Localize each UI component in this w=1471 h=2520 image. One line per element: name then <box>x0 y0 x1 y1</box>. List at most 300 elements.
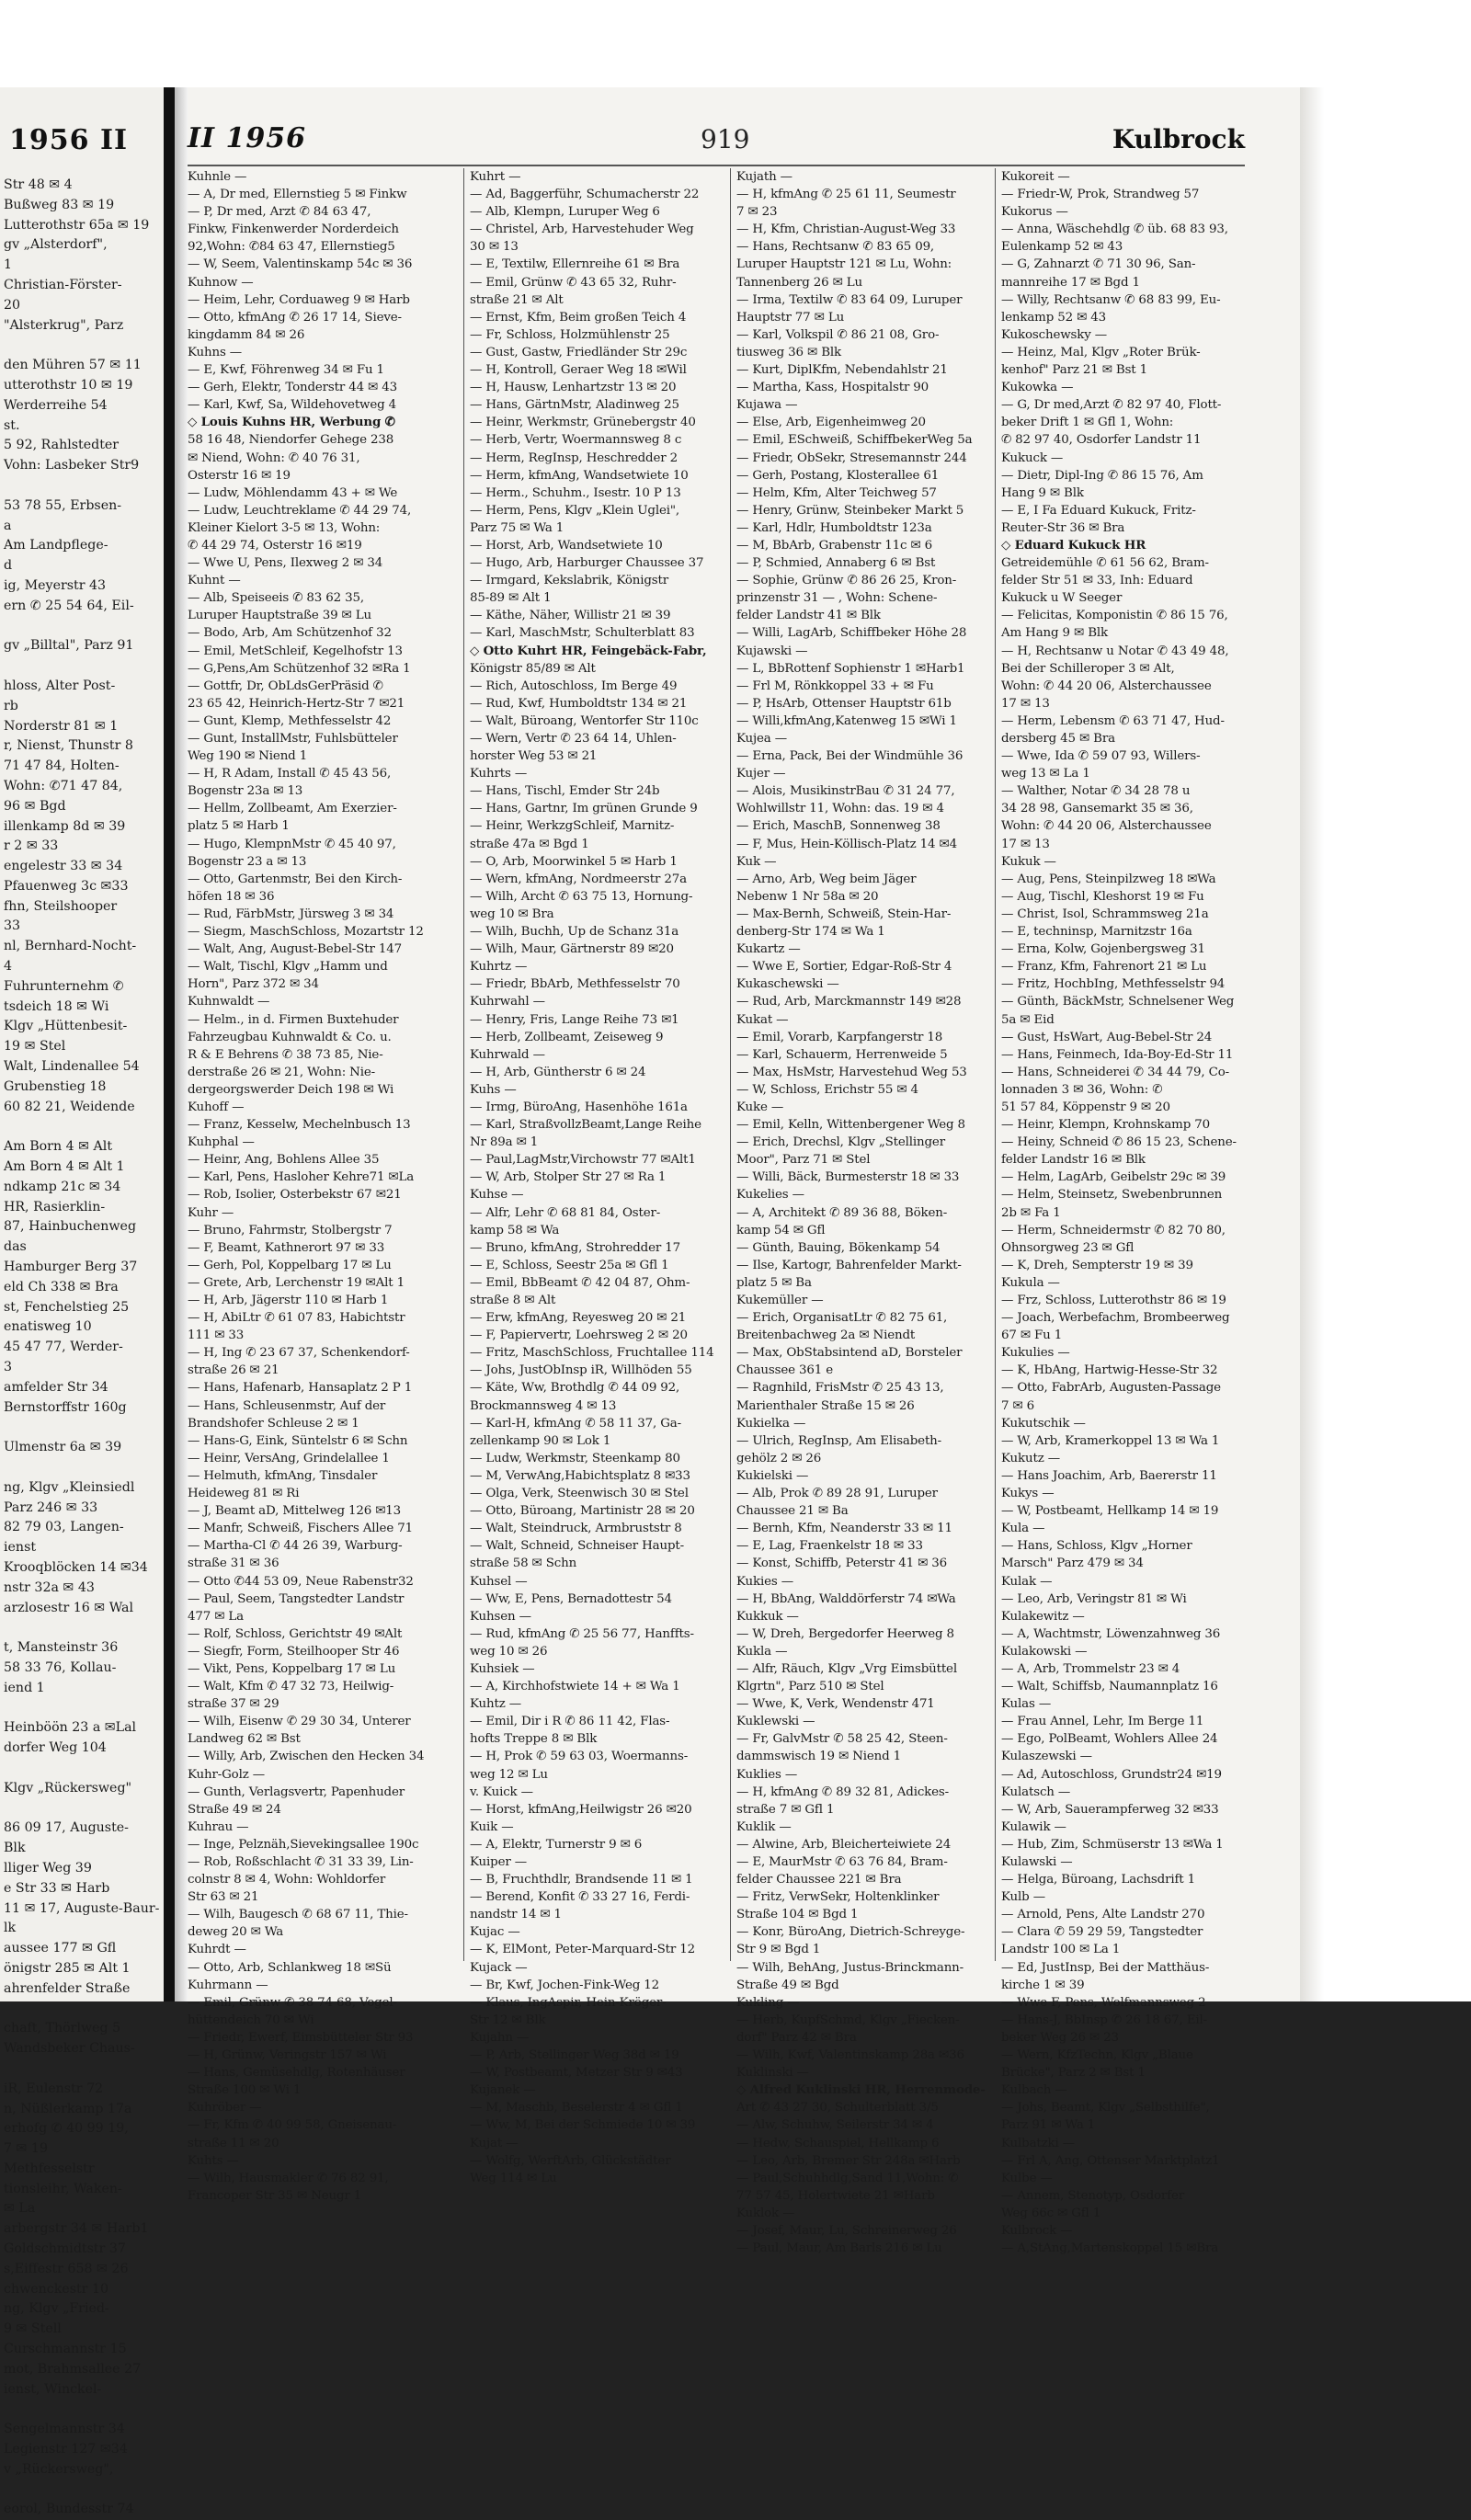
previous-page-line: ahrenfelder Straße <box>4 1980 131 1996</box>
previous-page-line: eld Ch 338 ✉ Bra <box>4 1279 119 1294</box>
directory-entry-line: — Ludw, Werkmstr, Steenkamp 80 <box>470 1451 680 1465</box>
directory-entry-line: — W, Seem, Valentinskamp 54c ✉ 36 <box>188 257 413 272</box>
directory-entry-line: — Rolf, Schloss, Gerichtstr 49 ✉Alt <box>188 1626 403 1641</box>
directory-entry-line: dammswisch 19 ✉ Niend 1 <box>736 1750 902 1764</box>
directory-entry-line: — Walt, Büroang, Wentorfer Str 110c <box>470 713 699 728</box>
previous-page-line: Methfesselstr <box>4 2161 95 2176</box>
directory-entry-line: — Wilh, Eisenw ✆ 29 30 34, Unterer <box>188 1715 411 1729</box>
directory-entry-line: kingdamm 84 ✉ 26 <box>188 327 305 342</box>
previous-page-line: r, Nienst, Thunstr 8 <box>4 738 133 754</box>
directory-entry-line: — Wilh, BehAng, Justus-Brinckmann- <box>736 1960 964 1975</box>
surname-heading: Kulbatzki — <box>1001 2136 1076 2150</box>
previous-page-line: ndkamp 21c ✉ 34 <box>4 1179 121 1194</box>
directory-entry-line: — Aug, Pens, Steinpilzweg 18 ✉Wa <box>1001 872 1216 886</box>
directory-entry-line: — Heinr, VersAng, Grindelallee 1 <box>188 1451 390 1465</box>
surname-heading: Kulakewitz — <box>1001 1609 1085 1624</box>
previous-page-line <box>4 617 164 637</box>
surname-heading: Kulbe — <box>1001 2171 1053 2185</box>
directory-entry-line: Eulenkamp 52 ✉ 43 <box>1001 240 1123 255</box>
directory-entry-line: — Arnold, Pens, Alte Landstr 270 <box>1001 1908 1205 1922</box>
directory-entry-line: — Leo, Arb, Veringstr 81 ✉ Wi <box>1001 1591 1187 1606</box>
directory-entry-line: mannreihe 17 ✉ Bgd 1 <box>1001 275 1140 290</box>
directory-entry-line: — Berend, Konfit ✆ 33 27 16, Ferdi- <box>470 1890 690 1905</box>
directory-entry-line: Hauptstr 77 ✉ Lu <box>736 310 845 325</box>
directory-entry-line: — H, Kfm, Christian-August-Weg 33 <box>736 222 956 237</box>
directory-entry-line: — Inge, Pelznäh,Sievekingsallee 190c <box>188 1837 419 1852</box>
surname-heading: Kuhrtz — <box>470 960 528 975</box>
directory-entry-line: lonnaden 3 ✉ 36, Wohn: ✆ <box>1001 1082 1163 1097</box>
directory-entry-line: — Hugo, KlempnMstr ✆ 45 40 97, <box>188 837 396 851</box>
previous-page-line <box>4 1618 164 1638</box>
previous-page-line <box>4 1799 164 1819</box>
previous-page-line: Krooqblöcken 14 ✉34 <box>4 1559 148 1575</box>
directory-entry-line: Weg 66c ✉ Gfl 1 <box>1001 2206 1101 2220</box>
directory-entry-line: — Walt, Steindruck, Armbruststr 8 <box>470 1522 682 1536</box>
surname-heading: Kulawik — <box>1001 1819 1066 1834</box>
directory-entry-line: — Rob, Isolier, Osterbekstr 67 ✉21 <box>188 1188 402 1203</box>
directory-entry-line: — Willi, Bäck, Burmesterstr 18 ✉ 33 <box>736 1170 960 1185</box>
directory-entry-line: — Max, ObStabsintend aD, Borsteler <box>736 1346 963 1361</box>
directory-entry-line: — Klaus, IngAspir, Hein-Kröger- <box>470 1995 667 2010</box>
surname-heading: Kuhsel — <box>470 1574 528 1589</box>
directory-entry-line: — Frl A, Ang, Ottenser Marktplatz1 <box>1001 2153 1220 2168</box>
previous-page-line: Ulmenstr 6a ✉ 39 <box>4 1440 122 1455</box>
directory-entry-line: — Herm., Schuhm., Isestr. 10 P 13 <box>470 485 681 500</box>
directory-entry-line: — A, Architekt ✆ 89 36 88, Böken- <box>736 1205 948 1220</box>
surname-heading: Kukoreit — <box>1001 170 1070 184</box>
directory-entry-line: straße 26 ✉ 21 <box>188 1363 279 1378</box>
directory-entry-line: felder Landstr 41 ✉ Blk <box>736 609 881 623</box>
previous-page-line: d <box>4 558 13 574</box>
directory-entry-line: colnstr 8 ✉ 4, Wohn: Wohldorfer <box>188 1873 386 1887</box>
directory-entry-line: — Hans, Schneiderei ✆ 34 44 79, Co- <box>1001 1065 1230 1079</box>
directory-entry-line: — Rud, kfmAng ✆ 25 56 77, Hanffts- <box>470 1626 694 1641</box>
directory-entry-line: — Emil, Grünw ✆ 43 65 32, Ruhr- <box>470 275 677 290</box>
previous-page-line: a <box>4 518 12 533</box>
directory-entry-line: — Heinr, Ang, Bohlens Allee 35 <box>188 1153 380 1168</box>
previous-page-line: lliger Weg 39 <box>4 1860 92 1876</box>
directory-entry-line: 5a ✉ Eid <box>1001 1012 1055 1027</box>
directory-entry-line: denberg-Str 174 ✉ Wa 1 <box>736 925 885 940</box>
directory-entry-line: — Günth, Bauing, Bökenkamp 54 <box>736 1240 941 1255</box>
previous-page-line: Bußweg 83 ✉ 19 <box>4 197 115 212</box>
directory-entry-line: 85-89 ✉ Alt 1 <box>470 591 552 606</box>
directory-entry-line: — Vikt, Pens, Koppelbarg 17 ✉ Lu <box>188 1661 396 1676</box>
directory-entry-line: ◇ Louis Kuhns HR, Werbung ✆ <box>188 415 395 430</box>
previous-page-line: 96 ✉ Bgd <box>4 798 66 814</box>
directory-entry-line: 92,Wohn: ✆84 63 47, Ellernstieg5 <box>188 240 395 255</box>
directory-entry-line: — Wern, KfzTechn, Klgv „Blaue <box>1001 2048 1193 2063</box>
previous-page-text <box>4 176 164 2520</box>
directory-entry-line: — Otto, FabrArb, Augusten-Passage <box>1001 1381 1221 1396</box>
directory-entry-line: ◇ Otto Kuhrt HR, Feingebäck-Fabr, <box>470 643 707 658</box>
directory-entry-line: — Helmuth, kfmAng, Tinsdaler <box>188 1468 378 1483</box>
directory-entry-line: lenkamp 52 ✉ 43 <box>1001 310 1107 325</box>
directory-entry-line: — Annem, Stenotyp, Osdorfer <box>1001 2188 1185 2203</box>
directory-entry-line: tiusweg 36 ✉ Blk <box>736 345 841 359</box>
surname-heading: Kukulies — <box>1001 1346 1070 1361</box>
directory-entry-line: kenhof" Parz 21 ✉ Bst 1 <box>1001 363 1148 378</box>
directory-entry-line: Straße 104 ✉ Bgd 1 <box>736 1908 859 1922</box>
directory-entry-line: — H, Kontroll, Geraer Weg 18 ✉Wil <box>470 363 687 378</box>
directory-entry-line: Art ✆ 43 27 30, Schulterblatt 3/5 <box>736 2101 939 2115</box>
directory-entry-line: platz 5 ✉ Harb 1 <box>188 819 290 834</box>
directory-entry-line: — Hans, Rechtsanw ✆ 83 65 09, <box>736 240 935 255</box>
directory-entry-line: Str 9 ✉ Bgd 1 <box>736 1943 821 1957</box>
surname-heading: Kukemüller — <box>736 1294 824 1307</box>
directory-entry-line: — Friedr, BbArb, Methfesselstr 70 <box>470 977 680 992</box>
surname-heading: Kukula — <box>1001 1275 1060 1290</box>
directory-entry-line: 7 ✉ 23 <box>736 205 778 220</box>
directory-entry-line: — P, HsArb, Ottenser Hauptstr 61b <box>736 696 952 711</box>
directory-entry-line: — Otto ✆44 53 09, Neue Rabenstr32 <box>188 1574 414 1589</box>
previous-page-line: 53 78 55, Erbsen- <box>4 497 122 513</box>
directory-entry-line: — Wilh, Hausmakler ✆ 76 82 91, <box>188 2171 389 2185</box>
page-guide-word: Kulbrock <box>1112 124 1245 154</box>
directory-entry-line: straße 31 ✉ 36 <box>188 1556 279 1571</box>
directory-entry-line: Str 12 ✉ Blk <box>470 2013 546 2027</box>
previous-page-line: ern ✆ 25 54 64, Eil- <box>4 598 134 613</box>
previous-page-line: v „Rückersweg", <box>4 2461 114 2477</box>
directory-entry-line: — Wwe F, Pens, Wolfmannsweg 2 <box>1001 1995 1206 2010</box>
surname-heading: Kukling — <box>736 1995 800 2010</box>
directory-entry-line: Kleiner Kielort 3-5 ✉ 13, Wohn: <box>188 520 381 535</box>
directory-entry-line: Tannenberg 26 ✉ Lu <box>736 275 862 290</box>
directory-entry-line: horster Weg 53 ✉ 21 <box>470 749 598 764</box>
directory-entry-line: — M, VerwAng,Habichtsplatz 8 ✉33 <box>470 1468 690 1483</box>
previous-page-line: Fuhrunternehm ✆ <box>4 978 124 994</box>
directory-entry-line: Luruper Hauptstr 121 ✉ Lu, Wohn: <box>736 257 952 272</box>
directory-entry-line: kamp 54 ✉ Gfl <box>736 1223 826 1237</box>
previous-page-line <box>4 2400 164 2420</box>
previous-page-line: Heinböön 23 a ✉Lal <box>4 1720 137 1736</box>
directory-entry-line: — Heinr, Werkmstr, Grünebergstr 40 <box>470 416 696 430</box>
directory-entry-line: weg 10 ✉ 26 <box>470 1644 548 1659</box>
previous-page-line <box>4 1759 164 1779</box>
directory-entry-line: — W, Postbeamt, Hellkamp 14 ✉ 19 <box>1001 1504 1219 1519</box>
directory-entry-line: — Emil, Dir i R ✆ 86 11 42, Flas- <box>470 1715 670 1729</box>
surname-heading: Kuhnow — <box>188 275 254 290</box>
directory-entry-line: — F, Mus, Hein-Köllisch-Platz 14 ✉4 <box>736 837 957 851</box>
directory-entry-line: — Henry, Fris, Lange Reihe 73 ✉1 <box>470 1012 679 1027</box>
directory-entry-line: — Herm, Schneidermstr ✆ 82 70 80, <box>1001 1223 1226 1237</box>
surname-heading: Kujath — <box>736 170 793 184</box>
directory-entry-line: — Karl, Schauerm, Herrenweide 5 <box>736 1047 948 1062</box>
directory-entry-line: — Dietr, Dipl-Ing ✆ 86 15 76, Am <box>1001 468 1203 483</box>
directory-entry-line: Bogenstr 23a ✉ 13 <box>188 784 303 799</box>
surname-heading: Kuklok — <box>736 2206 795 2220</box>
previous-page-line: Klgv „Rückersweg" <box>4 1780 132 1796</box>
surname-heading: Kukys — <box>1001 1487 1055 1501</box>
directory-entry-line: — Ilse, Kartogr, Bahrenfelder Markt- <box>736 1258 962 1272</box>
directory-entry-line: — A,StAng,Martenskoppel 15 ✉Bra <box>1001 2241 1219 2256</box>
directory-entry-line: — Aug, Tischl, Kleshorst 19 ✉ Fu <box>1001 889 1204 904</box>
directory-entry-line: — Heinz, Mal, Klgv „Roter Brük- <box>1001 345 1201 359</box>
previous-page-line: rb <box>4 698 18 713</box>
surname-heading: Kuklik — <box>736 1819 792 1834</box>
directory-entry-line: — E, MaurMstr ✆ 63 76 84, Bram- <box>736 1855 948 1869</box>
surname-heading: Kujanek — <box>470 2083 536 2098</box>
directory-entry-line: — Arno, Arb, Weg beim Jäger <box>736 872 917 886</box>
previous-page-line: fhn, Steilshooper <box>4 898 118 914</box>
previous-page-line: Werderreihe 54 <box>4 397 108 413</box>
surname-heading: Kukielka — <box>736 1416 806 1431</box>
previous-page-line: Vohn: Lasbeker Str9 <box>4 458 140 473</box>
surname-heading: Kukuk — <box>1001 854 1056 869</box>
directory-entry-line: — Erw, kfmAng, Reyesweg 20 ✉ 21 <box>470 1311 687 1326</box>
surname-heading: Kujea — <box>736 732 787 746</box>
directory-entry-line: Finkw, Finkenwerder Norderdeich <box>188 222 399 237</box>
directory-entry-line: — Felicitas, Komponistin ✆ 86 15 76, <box>1001 609 1228 623</box>
previous-page-line: ng, Klgv „Kleinsiedl <box>4 1479 135 1495</box>
directory-entry-line: Weg 190 ✉ Niend 1 <box>188 749 308 764</box>
directory-entry-line: — E, I Fa Eduard Kukuck, Fritz- <box>1001 503 1196 518</box>
directory-entry-line: — P, Schmied, Annaberg 6 ✉ Bst <box>736 556 936 571</box>
directory-entry-line: — Willi, LagArb, Schiffbeker Höhe 28 <box>736 626 967 641</box>
directory-entry-line: — H, BbAng, Walddörferstr 74 ✉Wa <box>736 1591 956 1606</box>
directory-entry-line: — Frau Annel, Lehr, Im Berge 11 <box>1001 1715 1204 1729</box>
directory-entry-line: — Walther, Notar ✆ 34 28 78 u <box>1001 784 1191 799</box>
previous-page-line: Hamburger Berg 37 <box>4 1260 138 1275</box>
directory-entry-line: — H, R Adam, Install ✆ 45 43 56, <box>188 767 392 781</box>
surname-heading: Kulakowski — <box>1001 1644 1088 1659</box>
directory-entry-line: Marienthaler Straße 15 ✉ 26 <box>736 1398 915 1413</box>
directory-entry-line: 477 ✉ La <box>188 1609 244 1624</box>
directory-entry-line: — Wern, Vertr ✆ 23 64 14, Uhlen- <box>470 732 677 746</box>
directory-entry-line: — Wwe U, Pens, Ilexweg 2 ✉ 34 <box>188 556 383 571</box>
directory-entry-line: felder Chaussee 221 ✉ Bra <box>736 1873 902 1887</box>
directory-entry-line: Fahrzeugbau Kuhnwaldt & Co. u. <box>188 1030 392 1044</box>
directory-entry-line: Osterstr 16 ✉ 19 <box>188 468 291 483</box>
previous-page-line: nl, Bernhard-Nocht- <box>4 939 137 954</box>
directory-entry-line: — G, Zahnarzt ✆ 71 30 96, San- <box>1001 257 1196 272</box>
surname-heading: Kujac — <box>470 1925 520 1940</box>
surname-heading: Kuhrdt — <box>188 1943 246 1957</box>
directory-entry-line: — W, Arb, Kramerkoppel 13 ✉ Wa 1 <box>1001 1433 1220 1448</box>
directory-entry-line: — M, Maschb, Beselerstr 4 ✉ Gfl 1 <box>470 2101 683 2115</box>
directory-entry-line: — Rud, FärbMstr, Jürsweg 3 ✉ 34 <box>188 907 394 921</box>
directory-entry-line: — W, Arb, Sauerampferweg 32 ✉33 <box>1001 1802 1219 1817</box>
surname-heading: Kuiper — <box>470 1855 527 1869</box>
directory-entry-line: — Gerh, Postang, Klosterallee 61 <box>736 468 940 483</box>
directory-entry-line: zellenkamp 90 ✉ Lok 1 <box>470 1433 611 1448</box>
directory-entry-line: Klgrtn", Parz 510 ✉ Stel <box>736 1680 884 1694</box>
directory-entry-line: — Ad, Baggerführ, Schumacherstr 22 <box>470 188 700 202</box>
directory-entry-line: — Martha, Kass, Hospitalstr 90 <box>736 381 929 395</box>
surname-heading: Kuhtz — <box>470 1697 521 1712</box>
directory-entry-line: — Wwe, Ida ✆ 59 07 93, Willers- <box>1001 749 1201 764</box>
directory-entry-line: — Erna, Kolw, Gojenbergsweg 31 <box>1001 942 1205 957</box>
directory-entry-line: — H, Hausw, Lenhartzstr 13 ✉ 20 <box>470 381 677 395</box>
previous-page-line: tionsleihr, Waken- <box>4 2181 122 2196</box>
directory-entry-line: Heideweg 81 ✉ Ri <box>188 1487 300 1501</box>
directory-entry-line: — Emil, MetSchleif, Kegelhofstr 13 <box>188 644 403 658</box>
directory-entry-line: — Franz, Kfm, Fahrenort 21 ✉ Lu <box>1001 960 1207 975</box>
surname-heading: Kulaszewski — <box>1001 1750 1092 1764</box>
previous-page-line: gv „Billtal", Parz 91 <box>4 638 134 654</box>
directory-entry-line: — G, Dr med,Arzt ✆ 82 97 40, Flott- <box>1001 398 1222 413</box>
previous-page-line: nstr 32a ✉ 43 <box>4 1579 95 1595</box>
directory-entry-line: felder Landstr 16 ✉ Blk <box>1001 1153 1146 1168</box>
directory-entry-line: — Walt, Schneid, Schneiser Haupt- <box>470 1539 685 1554</box>
directory-page <box>188 87 1300 2256</box>
directory-entry-line: — Ww, E, Pens, Bernadottestr 54 <box>470 1591 672 1606</box>
directory-entry-line: — W, Dreh, Bergedorfer Heerweg 8 <box>736 1626 954 1641</box>
directory-entry-line: Kukuck u W Seeger <box>1001 591 1123 606</box>
previous-page-line: ig, Meyerstr 43 <box>4 577 107 593</box>
previous-page-line: Parz 246 ✉ 33 <box>4 1499 98 1515</box>
directory-entry-line: — Hans, Hafenarb, Hansaplatz 2 P 1 <box>188 1381 413 1396</box>
directory-entry-line: — W, Schloss, Erichstr 55 ✉ 4 <box>736 1082 918 1097</box>
directory-entry-line: straße 7 ✉ Gfl 1 <box>736 1802 835 1817</box>
surname-heading: Kukla — <box>736 1644 788 1659</box>
directory-entry-line: — H, Grünw, Veringstr 157 ✉ Wi <box>188 2048 387 2063</box>
directory-entry-line: Luruper Hauptstraße 39 ✉ Lu <box>188 609 371 623</box>
directory-entry-line: — Ed, JustInsp, Bei der Matthäus- <box>1001 1960 1210 1975</box>
directory-entry-line: — Ragnhild, FrisMstr ✆ 25 43 13, <box>736 1381 944 1396</box>
directory-entry-line: — Gunth, Verlagsvertr, Papenhuder <box>188 1785 405 1799</box>
directory-entry-line: — Heinr, Klempn, Krohnskamp 70 <box>1001 1118 1210 1133</box>
directory-entry-line: — H, Arb, Güntherstr 6 ✉ 24 <box>470 1065 646 1079</box>
directory-column-4 <box>995 168 1261 2256</box>
directory-entry-line: Nr 89a ✉ 1 <box>470 1135 539 1150</box>
surname-heading: Kuhrmann — <box>188 1978 268 1992</box>
previous-page-line: Wandsbeker Chaus- <box>4 2041 135 2057</box>
previous-page-line <box>4 476 164 496</box>
directory-entry-line: Bogenstr 23 a ✉ 13 <box>188 854 307 869</box>
directory-entry-line: — Ludw, Leuchtreklame ✆ 44 29 74, <box>188 503 412 518</box>
scan-top-margin <box>0 0 1471 87</box>
surname-heading: Kuhs — <box>470 1082 517 1097</box>
directory-entry-line: — Wilh, Maur, Gärtnerstr 89 ✉20 <box>470 942 674 957</box>
directory-entry-line: — Karl, StraßvollzBeamt,Lange Reihe <box>470 1118 701 1133</box>
previous-page-line: 7 ✉ 19 <box>4 2141 48 2157</box>
directory-entry-line: — Wilh, Archt ✆ 63 75 13, Hornung- <box>470 889 693 904</box>
directory-entry-line: — A, Dr med, Ellernstieg 5 ✉ Finkw <box>188 188 407 202</box>
previous-page-line: ienst, Winckel- <box>4 2381 102 2397</box>
directory-entry-line: — Karl-H, kfmAng ✆ 58 11 37, Ga- <box>470 1416 681 1431</box>
surname-heading: Kuhse — <box>470 1188 524 1203</box>
directory-entry-line: — Gerh, Elektr, Tonderstr 44 ✉ 43 <box>188 381 397 395</box>
directory-entry-line: Chaussee 21 ✉ Ba <box>736 1504 849 1519</box>
previous-page-line: Grubenstieg 18 <box>4 1078 107 1094</box>
surname-heading: Kukoschewsky — <box>1001 327 1107 342</box>
directory-entry-line: 67 ✉ Fu 1 <box>1001 1328 1063 1343</box>
directory-entry-line: — Wwe E, Sortier, Edgar-Roß-Str 4 <box>736 960 952 975</box>
directory-entry-line: — Wilh, Buchh, Up de Schanz 31a <box>470 925 679 940</box>
surname-heading: Kukuck — <box>1001 450 1064 465</box>
directory-entry-line: dersberg 45 ✉ Bra <box>1001 732 1115 746</box>
directory-entry-line: weg 12 ✉ Lu <box>470 1767 548 1782</box>
directory-entry-line: — Irmg, BüroAng, Hasenhöhe 161a <box>470 1100 688 1114</box>
directory-entry-line: Moor", Parz 71 ✉ Stel <box>736 1153 871 1168</box>
directory-entry-line: Königstr 85/89 ✉ Alt <box>470 661 596 676</box>
previous-page-line: Klgv „Hüttenbesit- <box>4 1019 128 1034</box>
directory-entry-line: kirche 1 ✉ 39 <box>1001 1978 1085 1992</box>
directory-entry-line: — Erich, Drechsl, Klgv „Stellinger <box>736 1135 945 1150</box>
directory-entry-line: — Walt, Tischl, Klgv „Hamm und <box>188 960 388 975</box>
directory-entry-line: Francoper Str 35 ✉ Neugr 1 <box>188 2188 362 2203</box>
previous-page-line: 71 47 84, Holten- <box>4 758 120 774</box>
previous-page-line: n, Nüßlerkamp 17a <box>4 2101 132 2116</box>
directory-entry-line: weg 13 ✉ La 1 <box>1001 767 1090 781</box>
previous-page-line: t, Mansteinstr 36 <box>4 1640 119 1656</box>
directory-entry-line: Wohn: ✆ 44 20 06, Alsterchaussee <box>1001 819 1212 834</box>
directory-entry-line: Straße 49 ✉ Bgd <box>736 1978 839 1992</box>
surname-heading: Kulak — <box>1001 1574 1053 1589</box>
directory-entry-line: — Wilh, Baugesch ✆ 68 67 11, Thie- <box>188 1908 408 1922</box>
surname-heading: Kuhr — <box>188 1205 234 1220</box>
directory-entry-line: — Hans Joachim, Arb, Baererstr 11 <box>1001 1468 1217 1483</box>
directory-entry-line: — Sophie, Grünw ✆ 86 26 25, Kron- <box>736 574 957 588</box>
directory-entry-line: straße 47a ✉ Bgd 1 <box>470 837 589 851</box>
directory-entry-line: — Hans, Gartnr, Im grünen Grunde 9 <box>470 802 698 816</box>
directory-entry-line: — Karl, Hdlr, Humboldtstr 123a <box>736 520 932 535</box>
directory-entry-line: — Paul,Schuhhdlg,Sand 11,Wohn: ✆ <box>736 2171 959 2185</box>
previous-page-line: 9 ✉ Stell <box>4 2321 62 2337</box>
previous-page-line: Pfauenweg 3c ✉33 <box>4 878 129 894</box>
directory-entry-line: — Ludw, Möhlendamm 43 + ✉ We <box>188 485 398 500</box>
directory-entry-line: — Joach, Werbefachm, Brombeerweg <box>1001 1311 1230 1326</box>
directory-entry-line: ◇ Eduard Kukuck HR <box>1001 537 1146 553</box>
directory-entry-line: — Emil, ESchweiß, SchiffbekerWeg 5a <box>736 433 973 448</box>
surname-heading: Kuhsiek — <box>470 1661 535 1676</box>
directory-entry-line: — W, Arb, Stolper Str 27 ✉ Ra 1 <box>470 1170 667 1185</box>
surname-heading: Kukutz — <box>1001 1451 1060 1465</box>
directory-entry-line: — Kurt, DiplKfm, Nebendahlstr 21 <box>736 363 948 378</box>
directory-entry-line: 17 ✉ 13 <box>1001 696 1050 711</box>
directory-entry-line: 7 ✉ 6 <box>1001 1398 1035 1413</box>
directory-entry-line: Breitenbachweg 2a ✉ Niendt <box>736 1328 916 1343</box>
surname-heading: Kuhts — <box>188 2153 239 2168</box>
directory-entry-line: Straße 100 ✉ Wi 1 <box>188 2083 302 2098</box>
previous-page-line: Christian-Förster- <box>4 277 122 292</box>
directory-entry-line: — Rud, Kwf, Humboldtstr 134 ✉ 21 <box>470 696 688 711</box>
previous-page-line: e Str 33 ✉ Harb <box>4 1880 110 1896</box>
previous-page-line: 87, Hainbuchenweg <box>4 1219 137 1235</box>
previous-page-line: st. <box>4 417 20 433</box>
directory-entry-line: — Karl, Kwf, Sa, Wildehovetweg 4 <box>188 398 397 413</box>
directory-entry-line: — Fr, Schloss, Holzmühlenstr 25 <box>470 327 670 342</box>
directory-entry-line: — Else, Arb, Eigenheimweg 20 <box>736 416 926 430</box>
directory-entry-line: — Walt, Ang, August-Bebel-Str 147 <box>188 942 402 957</box>
directory-entry-line: beker Weg 26 ✉ 23 <box>1001 2030 1119 2045</box>
directory-entry-line: — W, Postbeamt, Metzer Str 9 ✉43 <box>470 2066 683 2081</box>
directory-entry-line: — Wwe, K, Verk, Wendenstr 471 <box>736 1697 935 1712</box>
directory-entry-line: — Bodo, Arb, Am Schützenhof 32 <box>188 626 392 641</box>
directory-entry-line: — Hans, GärtnMstr, Aladinweg 25 <box>470 398 679 413</box>
directory-entry-line: 77 57 45, Holertwiete 21 ✉Harb <box>736 2188 935 2203</box>
previous-page-line: Curschmannstr 15 <box>4 2342 127 2357</box>
previous-page-line: ienst <box>4 1540 37 1556</box>
previous-page-line: illenkamp 8d ✉ 39 <box>4 818 126 834</box>
directory-entry-line: ◇ Alfred Kuklinski HR, Herrenmode- <box>736 2082 986 2098</box>
previous-page-line <box>4 2480 164 2501</box>
directory-entry-line: straße 21 ✉ Alt <box>470 292 564 307</box>
directory-entry-line: — Henry, Grünw, Steinbeker Markt 5 <box>736 503 964 518</box>
directory-entry-line: — Emil, Vorarb, Karpfangerstr 18 <box>736 1030 943 1044</box>
surname-heading: Kulas — <box>1001 1697 1052 1712</box>
directory-entry-line: platz 5 ✉ Ba <box>736 1275 812 1290</box>
directory-entry-line: — E, Kwf, Föhrenweg 34 ✉ Fu 1 <box>188 363 384 378</box>
directory-entry-line: — Alfr, Lehr ✆ 68 81 84, Oster- <box>470 1205 661 1220</box>
surname-heading: Kuhnt — <box>188 574 241 588</box>
previous-page-line: chwenckestr 10 <box>4 2281 109 2297</box>
directory-entry-line: — Bruno, Fahrmstr, Stolbergstr 7 <box>188 1223 393 1237</box>
previous-page-line: 19 ✉ Stel <box>4 1039 66 1055</box>
directory-entry-line: — Herm, RegInsp, Heschredder 2 <box>470 450 678 465</box>
previous-page-line: Am Born 4 ✉ Alt 1 <box>4 1159 125 1175</box>
